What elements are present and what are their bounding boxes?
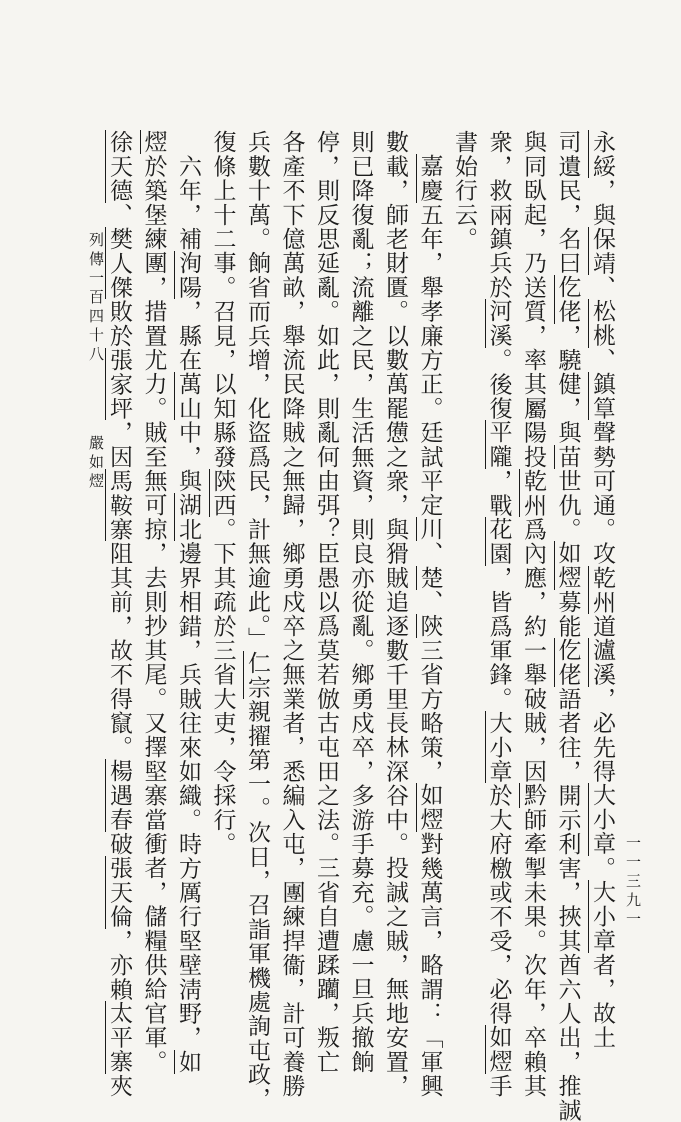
text-run [417, 130, 443, 154]
text-run: 敗於 [106, 299, 132, 348]
proper-name: 保靖 [589, 226, 615, 276]
text-run: 爲內應，約一舉破賊，因 [520, 517, 546, 784]
text-run: ，驍健，與 [554, 323, 581, 445]
text-column [556, 130, 579, 1122]
proper-name: 湖北 [175, 493, 201, 542]
text-run: ，亦賴 [106, 928, 132, 1002]
proper-name: 大小章 [485, 710, 512, 784]
proper-name: 大小章 [589, 880, 615, 953]
text-run: 募能 [554, 589, 581, 639]
text-run: ，與 [589, 178, 615, 227]
text-column [521, 130, 544, 1098]
text-run: 、 [589, 347, 615, 373]
text-run: 則已降復亂；流離之民，生活無資，則良亦從亂。鄉勇戍卒，多游手募充。慮一旦兵撤餉 [347, 130, 374, 1074]
proper-name: 楊遇春 [106, 759, 132, 832]
proper-name: 張家坪 [106, 347, 132, 421]
proper-name: 楚 [416, 565, 443, 590]
text-run: 兵數十萬。餉省而兵增，化盜爲民，計無逾此。」 [244, 130, 270, 651]
proper-name: 樊人傑 [106, 226, 132, 300]
text-run: 、 [416, 589, 443, 615]
proper-name: 瀘溪 [589, 638, 615, 687]
text-run: 於築堡練團，措置尤力。賊至無可掠，去則抄其尾。又擇堅寨當衝者，儲糧供給官軍。 [140, 154, 167, 1074]
running-head-name: 嚴如熤 [87, 435, 105, 492]
text-run: 、 [106, 202, 132, 227]
text-run: ，皆爲軍鋒。 [485, 565, 512, 711]
text-column [280, 130, 303, 1098]
proper-name: 張天倫 [106, 856, 132, 929]
proper-name: 馬鞍寨 [106, 468, 132, 542]
running-head-title: 列傳一百四十八 [87, 232, 105, 365]
proper-name: 萬山 [175, 372, 201, 421]
text-run: 世仇。 [554, 468, 581, 542]
text-run: ，戰 [485, 468, 512, 518]
proper-name: 乾州 [589, 565, 615, 615]
text-run: 衆，救兩鎮兵於 [485, 130, 512, 300]
text-run: ，因 [106, 420, 132, 469]
text-run: 破 [106, 831, 132, 857]
text-run: 書始行云。 [451, 130, 477, 251]
proper-name: 如熤 [554, 541, 581, 590]
proper-name: 如 [175, 1049, 201, 1074]
text-run: 。後復 [485, 347, 512, 421]
running-head [88, 232, 103, 492]
text-run: 六年，補 [175, 130, 201, 251]
text-run: 三省方略策， [416, 638, 443, 784]
text-run: 數載，師老財匱。以數萬罷憊之衆，與猾賊追逐數千里長林深谷中。投誠之賊，無地安置， [382, 130, 408, 1098]
text-column [383, 130, 406, 1098]
text-run: 語者往，開示利害，挾其酋六人出，推誠 [554, 686, 581, 1122]
proper-name: 松桃 [589, 299, 615, 348]
text-run: 。下其疏於三省大吏，令採行。 [209, 517, 236, 857]
text-run: 五年，舉孝廉方正。廷試平定 [416, 202, 443, 518]
text-run: 。 [589, 856, 615, 881]
proper-name: 嘉慶 [416, 154, 443, 203]
text-run: 、 [416, 541, 443, 566]
text-column [314, 130, 337, 1074]
text-run: 手 [485, 1073, 512, 1099]
proper-name: 乾州 [520, 468, 546, 518]
text-run: 各產不下億萬畝，舉流民降賊之無歸，鄉勇戍卒之無業者，悉編入屯，團練捍衞，計可養勝 [278, 130, 305, 1098]
proper-name: 仁宗 [244, 650, 270, 700]
text-run: 於大府檄或不受，必得 [485, 783, 512, 1026]
text-run: 師牽掣未果。次年，卒賴其 [520, 807, 546, 1099]
proper-name: 花園 [485, 517, 512, 566]
text-run: 親擢第一。次日，召詣軍機處詢屯政， [244, 699, 270, 1111]
proper-name: 如熤 [485, 1025, 512, 1074]
text-column [142, 130, 165, 1074]
text-run: 中，與 [175, 420, 201, 494]
proper-name: 鎮筸 [589, 372, 615, 421]
proper-name: 永綏 [589, 130, 615, 179]
text-run: 聲勢可通。攻 [589, 420, 615, 566]
text-run: 復條上十二事。召見，以知縣發 [209, 130, 236, 469]
text-run: ，必先得 [589, 686, 615, 784]
text-column [349, 130, 372, 1074]
proper-name: 平隴 [485, 420, 512, 469]
proper-name: 川 [416, 517, 443, 542]
text-run: 、 [589, 275, 615, 300]
text-run: 邊界相錯，兵賊往來如織。時方厲行堅壁淸野， [175, 541, 201, 1050]
text-run: 者，故土 [589, 952, 615, 1050]
proper-name: 黔 [520, 783, 546, 808]
page-number: 一一三九一 [624, 835, 642, 930]
text-run: 司遺民，名曰 [554, 130, 581, 276]
text-column [452, 130, 475, 251]
proper-name: 熤 [140, 130, 167, 155]
proper-name: 陝 [416, 614, 443, 639]
text-run: 對幾萬言，略謂：「軍興 [416, 831, 443, 1099]
proper-name: 徐天德 [106, 130, 132, 203]
proper-name: 太平寨 [106, 1001, 132, 1074]
text-column [176, 130, 199, 1074]
text-run: 與同臥起，乃送質，率其屬陽投 [520, 130, 546, 469]
text-run: 停，則反思延亂。如此，則亂何由弭？臣愚以爲莫若倣古屯田之法。三省自遭蹂躪，叛亡 [313, 130, 339, 1074]
proper-name: 仡佬 [554, 638, 581, 687]
text-run: 夾 [106, 1073, 132, 1099]
text-run: 道 [589, 614, 615, 639]
proper-name: 大小章 [589, 783, 615, 857]
proper-name: 陝西 [209, 468, 236, 518]
text-column [107, 130, 130, 1098]
proper-name: 洵陽 [175, 251, 201, 300]
text-column [487, 130, 510, 1098]
text-run: ，縣在 [175, 299, 201, 373]
proper-name: 苗 [554, 444, 581, 469]
text-column [245, 130, 268, 1111]
text-column [211, 130, 234, 856]
text-run: 阻其前，故不得竄。 [106, 541, 132, 760]
proper-name: 仡佬 [554, 275, 581, 324]
text-column [418, 130, 441, 1098]
proper-name: 河溪 [485, 299, 512, 348]
proper-name: 如熤 [416, 783, 443, 832]
text-column [590, 130, 613, 1050]
